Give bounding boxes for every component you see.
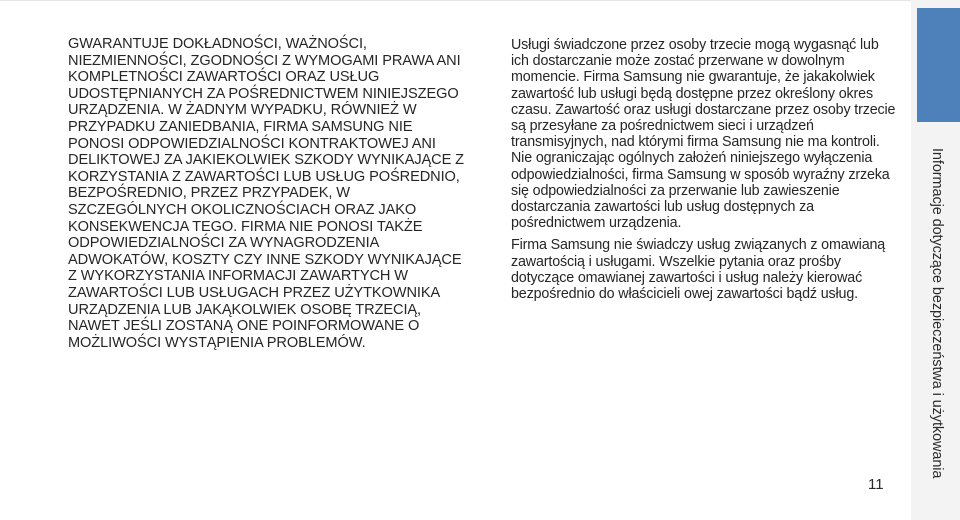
third-party-services-paragraph: Usługi świadczone przez osoby trzecie mogą wygasnąć lub ich dostarczanie może zostać przerwane w dowolnym momencie. Firma Samsung nie gwarantuje, że jakakolwiek zawartość lub usługi będą dostępne przez określony okres czasu. Zawartość oraz usługi dostarczane przez osoby trzecie są przesyłane za pośrednictwem sieci i urządzeń transmisyjnych, nad którymi firma Samsung nie ma kontroli. Nie ograniczając ogólnych założeń niniejszego wyłączenia odpowiedzialności, firma Samsung w sposób wyraźny zrzeka się odpowiedzialności za przerwanie lub zawieszenie dostarczania zawartości lub usług dostępnych za pośrednictwem urządzenia. — [511, 37, 896, 232]
support-contact-paragraph: Firma Samsung nie świadczy usług związanych z omawianą zawartością i usługami. Wszelkie pytania oraz prośby dotyczące omawianej zawartości i usług należy kierować bezpośrednio do właścicieli owej zawartości bądź usług. — [511, 237, 886, 303]
page-top-rule — [0, 0, 960, 1]
disclaimer-uppercase-column — [68, 36, 468, 351]
third-party-services-column — [511, 37, 896, 308]
section-tab-accent — [917, 8, 960, 122]
page-number: 11 — [868, 476, 884, 493]
section-title-vertical: Informacje dotyczące bezpieczeństwa i użytkowania — [929, 148, 945, 479]
disclaimer-uppercase-text: GWARANTUJE DOKŁADNOŚCI, WAŻNOŚCI, NIEZMIENNOŚCI, ZGODNOŚCI Z WYMOGAMI PRAWA ANI KOMPLETNOŚCI ZAWARTOŚCI ORAZ USŁUG UDOSTĘPNIANYCH ZA POŚREDNICTWEM NINIEJSZEGO URZĄDZENIA. W ŻADNYM WYPADKU, RÓWNIEŻ W PRZYPADKU ZANIEDBANIA, FIRMA SAMSUNG NIE PONOSI ODPOWIEDZIALNOŚCI KONTRAKTOWEJ ANI DELIKTOWEJ ZA JAKIEKOLWIEK SZKODY WYNIKAJĄCE Z KORZYSTANIA Z ZAWARTOŚCI LUB USŁUG POŚREDNIO, BEZPOŚREDNIO, PRZEZ PRZYPADEK, W SZCZEGÓLNYCH OKOLICZNOŚCIACH ORAZ JAKO KONSEKWENCJA TEGO. FIRMA NIE PONOSI TAKŻE ODPOWIEDZIALNOŚCI ZA WYNAGRODZENIA ADWOKATÓW, KOSZTY CZY INNE SZKODY WYNIKAJĄCE Z WYKORZYSTANIA INFORMACJI ZAWARTYCH W ZAWARTOŚCI LUB USŁUGACH PRZEZ UŻYTKOWNIKA URZĄDZENIA LUB JAKĄKOLWIEK OSOBĘ TRZECIĄ, NAWET JEŚLI ZOSTANĄ ONE POINFORMOWANE O MOŻLIWOŚCI WYSTĄPIENIA PROBLEMÓW. — [68, 36, 465, 351]
section-label-wrap — [920, 148, 954, 488]
